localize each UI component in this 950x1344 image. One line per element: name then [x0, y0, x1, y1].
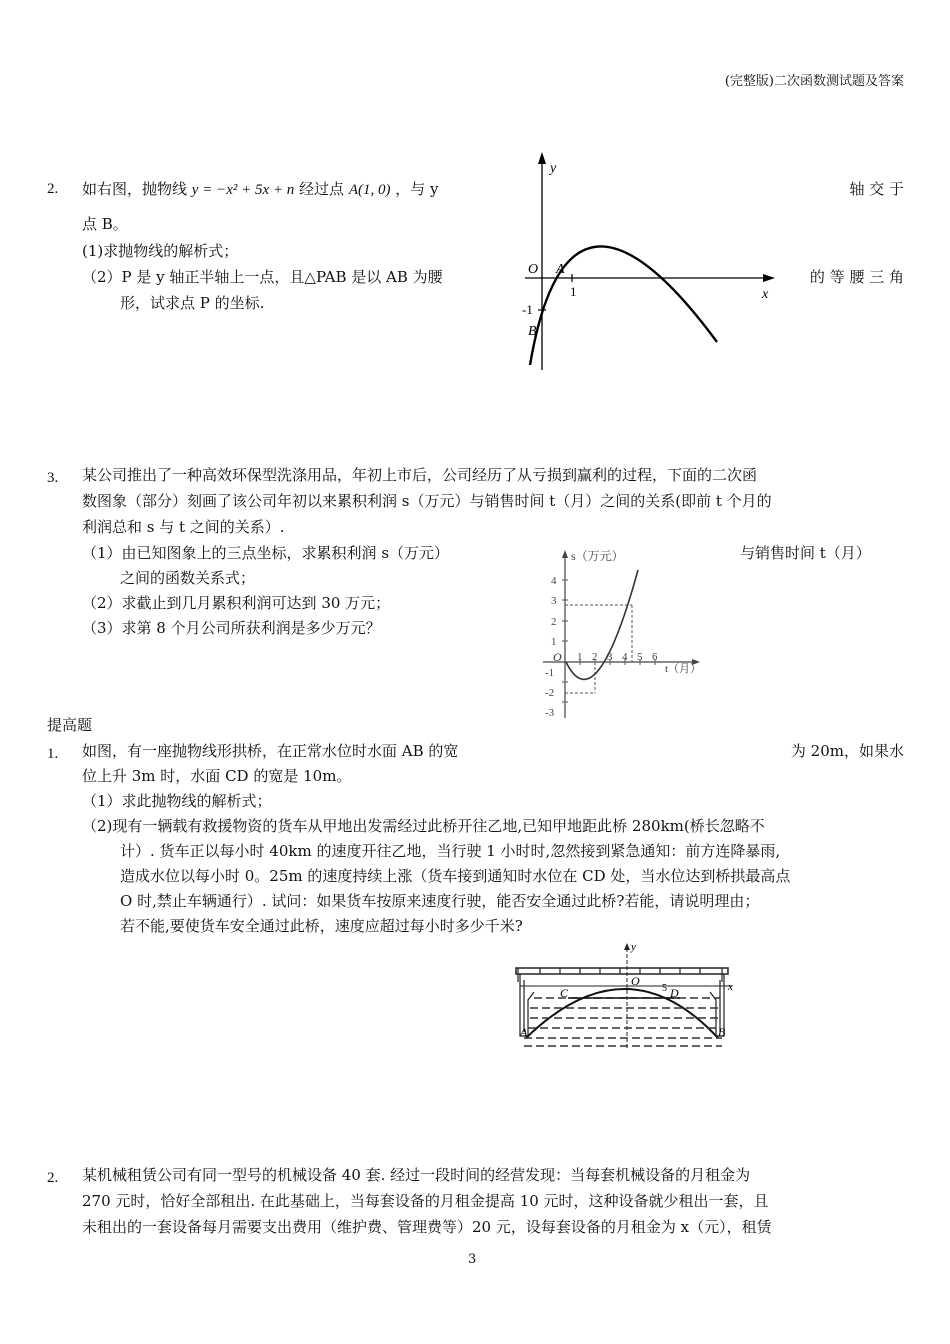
origin-label: O	[528, 262, 539, 277]
x-axis-arrow	[763, 274, 775, 282]
subquestion-1-cont: 之间的函数关系式；	[120, 569, 256, 587]
subquestion-2-right: 的 等 腰 三 角	[809, 268, 904, 286]
svg-text:4: 4	[551, 575, 557, 587]
y-axis-arrow	[538, 152, 546, 164]
subquestion-2-cont: O 时,禁止车辆通行）. 试问：如果货车按原来速度行驶，能否安全通过此桥?若能，请说明理由；	[120, 892, 760, 910]
parabola-figure	[510, 150, 790, 375]
question-text: 如右图，抛物线 y = −x² + 5x + n 经过点 A(1, 0) ，与 y	[82, 180, 439, 198]
tick-label-five: 5	[662, 983, 667, 994]
question-number: 3.	[47, 470, 59, 486]
question-text: 如图，有一座抛物线形拱桥，在正常水位时水面 AB 的宽	[82, 742, 459, 760]
origin-label: O	[553, 650, 562, 664]
question-text: 点 B。	[82, 215, 128, 233]
svg-text:2: 2	[592, 651, 598, 663]
question-text: 某机械租赁公司有同一型号的机械设备 40 套. 经过一段时间的经营发现：当每套机械设备的月租金为	[82, 1166, 751, 1184]
question-text-right: 为 20m，如果水	[790, 742, 904, 760]
bridge-piers	[520, 974, 724, 1036]
origin-label: O	[631, 974, 640, 988]
bridge-figure	[510, 940, 740, 1052]
railing	[518, 968, 722, 982]
point-d-label: D	[670, 986, 679, 1000]
svg-text:1: 1	[551, 636, 557, 648]
page-number: 3	[468, 1252, 477, 1267]
question-number: 2.	[47, 181, 59, 197]
question-text: 位上升 3m 时，水面 CD 的宽是 10m。	[82, 767, 352, 785]
question-text-right: 轴 交 于	[849, 180, 904, 198]
s-axis-arrow	[562, 550, 568, 558]
point-a-label: A	[556, 262, 565, 277]
subquestion-2-cont: 计）. 货车正以每小时 40km 的速度开往乙地，当行驶 1 小时时,忽然接到紧急通知：前方连降暴雨,	[120, 842, 781, 860]
question-text: 某公司推出了一种高效环保型洗涤用品，年初上市后，公司经历了从亏损到赢利的过程，下面的二次函	[82, 466, 758, 484]
s-tick-labels	[545, 575, 557, 719]
question-text: 数图象（部分）刻画了该公司年初以来累积利润 s（万元）与销售时间 t（月）之间的关系(即前 t 个月的	[82, 492, 772, 510]
svg-text:2: 2	[551, 616, 557, 628]
svg-text:1: 1	[577, 651, 583, 663]
svg-text:6: 6	[652, 651, 658, 663]
svg-text:3: 3	[607, 651, 613, 663]
bridge-deck	[516, 968, 728, 974]
point-a: A(1, 0)	[348, 182, 391, 198]
profit-graph	[535, 548, 705, 720]
section-title: 提高题	[47, 716, 93, 734]
point-c-label: C	[560, 986, 569, 1000]
t-tick-labels	[577, 651, 658, 663]
question-text: 未租出的一套设备每月需要支出费用（维护费、管理费等）20 元，设每套设备的月租金为 x（元），租赁	[82, 1218, 772, 1236]
svg-text:-3: -3	[545, 707, 555, 719]
subquestion-1-right: 与销售时间 t（月）	[740, 544, 871, 562]
subquestion-3: （3）求第 8 个月公司所获利润是多少万元？	[82, 619, 381, 637]
subquestion-1: (1)求抛物线的解析式；	[82, 242, 239, 260]
y-label: y	[631, 941, 636, 953]
question-number: 1.	[47, 746, 59, 762]
question-text: 利润总和 s 与 t 之间的关系）.	[82, 518, 285, 536]
subquestion-2: （2)现有一辆载有救援物资的货车从甲地出发需经过此桥开往乙地,已知甲地距此桥 280km(桥长忽略不	[82, 817, 765, 835]
point-b-label: B	[528, 324, 537, 339]
y-axis-arrow	[624, 943, 630, 950]
subquestion-1: （1）由已知图象上的三点坐标，求累积利润 s（万元）	[82, 544, 450, 562]
subquestion-2: （2）求截止到几月累积利润可达到 30 万元；	[82, 594, 391, 612]
guide-lines	[565, 605, 632, 693]
water-lines	[524, 998, 722, 1046]
formula: y = −x² + 5x + n	[191, 182, 295, 198]
point-b-label: B	[718, 1025, 726, 1039]
svg-text:4: 4	[622, 651, 628, 663]
page-header: (完整版)二次函数测试题及答案	[724, 74, 904, 89]
y-label: y	[550, 161, 557, 176]
t-axis-label: t（月）	[665, 663, 702, 675]
y-tick-label: -1	[522, 302, 533, 317]
subquestion-2-cont: 造成水位以每小时 0。25m 的速度持续上涨（货车接到通知时水位在 CD 处，当水位达到桥拱最高点	[120, 867, 791, 885]
point-a-label: A	[520, 1025, 528, 1039]
x-label: x	[762, 287, 769, 302]
x-tick-label: 1	[570, 284, 577, 299]
bridge-arch	[526, 989, 718, 1038]
x-label: x	[728, 981, 733, 993]
question-text: 270 元时，恰好全部租出. 在此基础上，当每套设备的月租金提高 10 元时，这种设备就少租出一套，且	[82, 1192, 769, 1210]
s-axis-label: s（万元）	[571, 549, 624, 563]
subquestion-1: （1）求此抛物线的解析式；	[82, 792, 272, 810]
subquestion-2-cont: 若不能,要使货车安全通过此桥，速度应超过每小时多少千米?	[120, 917, 523, 935]
subquestion-2: （2）P 是 y 轴正半轴上一点，且△PAB 是以 AB 为腰	[82, 268, 443, 286]
svg-text:3: 3	[551, 595, 557, 607]
svg-text:-1: -1	[545, 667, 555, 679]
subquestion-2-cont: 形，试求点 P 的坐标.	[120, 294, 265, 312]
svg-text:-2: -2	[545, 687, 555, 699]
question-number: 2.	[47, 1170, 59, 1186]
svg-text:5: 5	[637, 651, 643, 663]
